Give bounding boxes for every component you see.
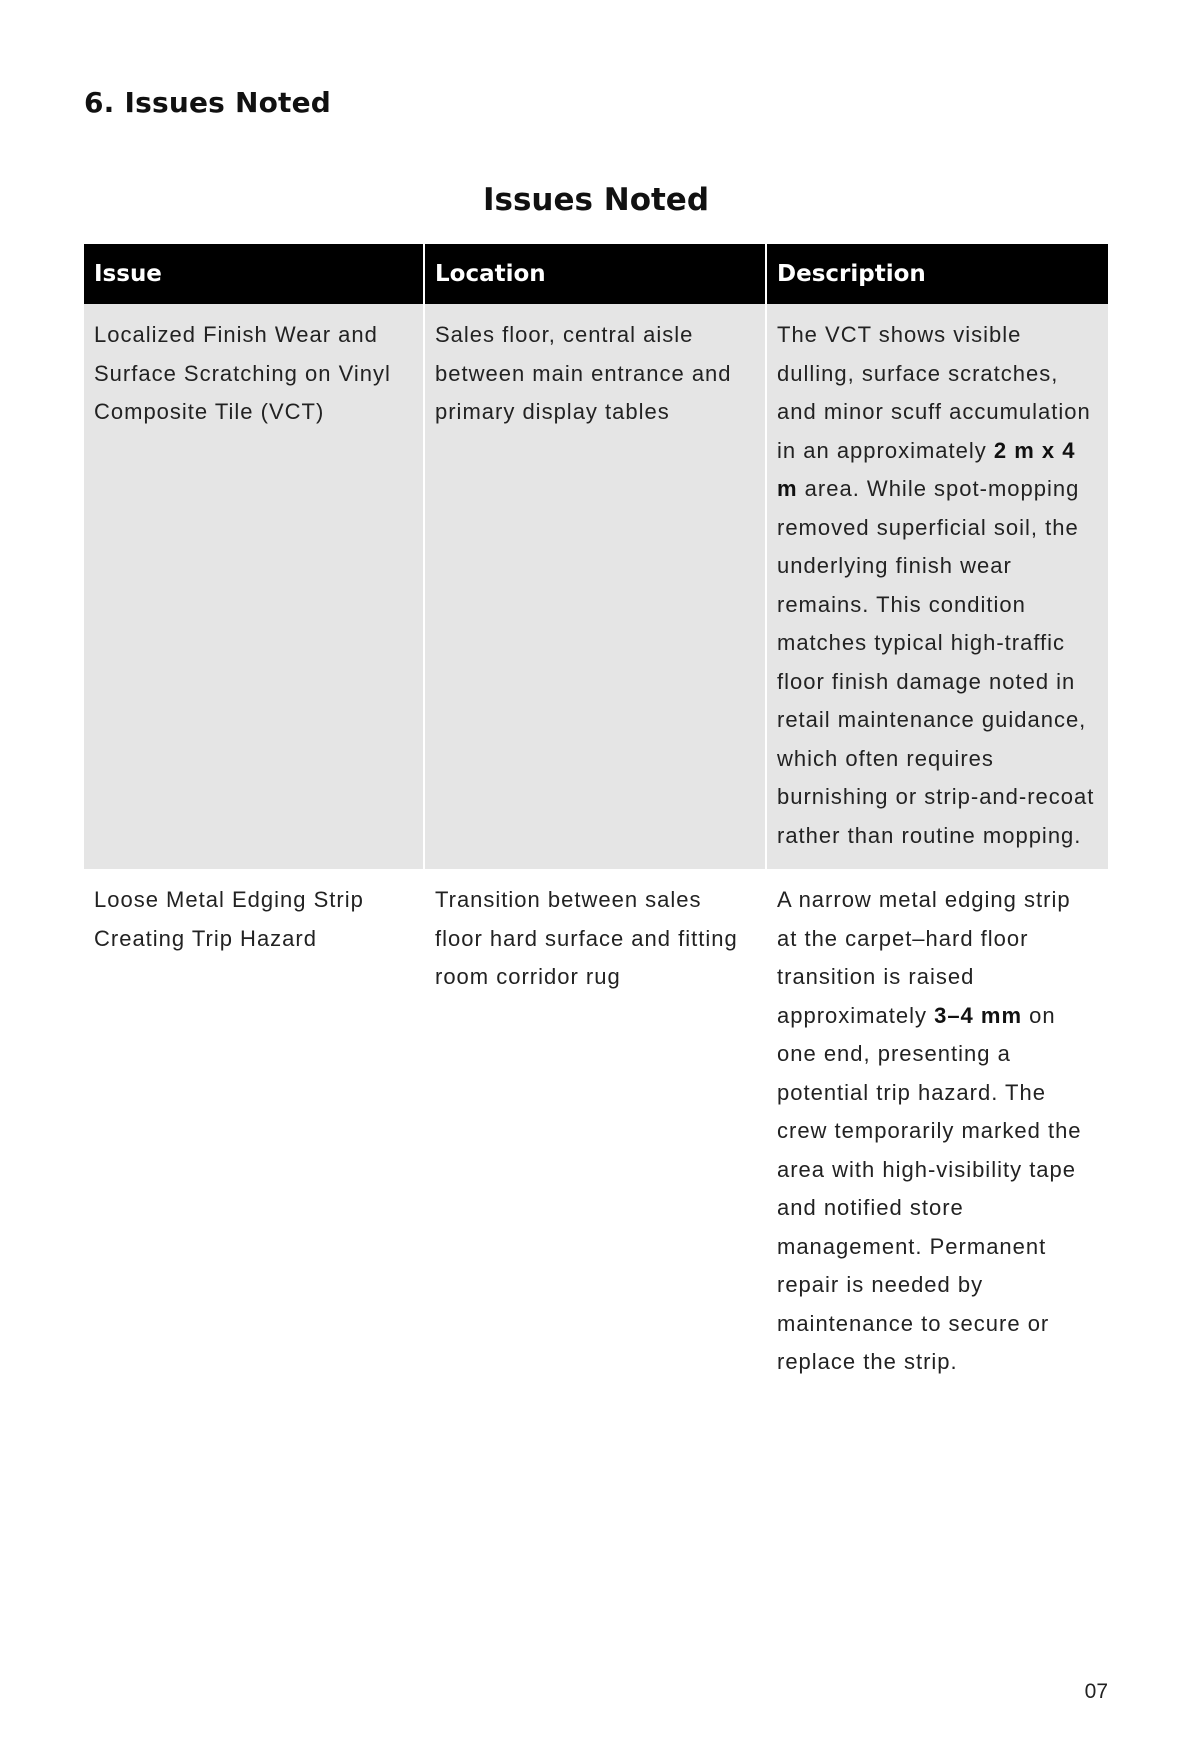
issue-cell: Loose Metal Edging Strip Creating Trip Hazard <box>84 869 424 1396</box>
location-cell: Sales floor, central aisle between main entrance and primary display tables <box>424 304 766 869</box>
description-text: A narrow metal edging strip at the carpet–hard floor transition is raised approximately <box>777 887 1071 1028</box>
table-row <box>84 304 1108 869</box>
table-row <box>84 869 1108 1396</box>
column-header-location: Location <box>424 244 766 304</box>
issue-cell: Localized Finish Wear and Surface Scratching on Vinyl Composite Tile (VCT) <box>84 304 424 869</box>
location-cell: Transition between sales floor hard surface and fitting room corridor rug <box>424 869 766 1396</box>
column-header-description: Description <box>766 244 1108 304</box>
measurement-emphasis: 3–4 mm <box>934 1002 1023 1028</box>
description-text: area. While spot-mopping removed superficial soil, the underlying finish wear remains. This condition matches typical high-traffic floor finish damage noted in retail maintenance guidance, which often requires burnishing or strip-and-recoat rather than routine mopping. <box>777 476 1095 848</box>
description-cell <box>766 869 1108 1396</box>
description-cell <box>766 304 1108 869</box>
measurement-emphasis: 2 m x 4 m <box>777 437 1076 501</box>
description-text: The VCT shows visible dulling, surface scratches, and minor scuff accumulation in an approximately <box>777 322 1091 463</box>
column-header-issue: Issue <box>84 244 424 304</box>
table-caption: Issues Noted <box>482 182 710 218</box>
page-number: 07 <box>1084 1680 1108 1703</box>
table-header-row <box>84 244 1108 304</box>
issues-table <box>84 244 1108 1396</box>
section-heading: 6. Issues Noted <box>84 86 332 119</box>
description-text: on one end, presenting a potential trip hazard. The crew temporarily marked the area with high-visibility tape and notified store management. Permanent repair is needed by maintenance to secure or replace the strip. <box>777 1002 1082 1374</box>
